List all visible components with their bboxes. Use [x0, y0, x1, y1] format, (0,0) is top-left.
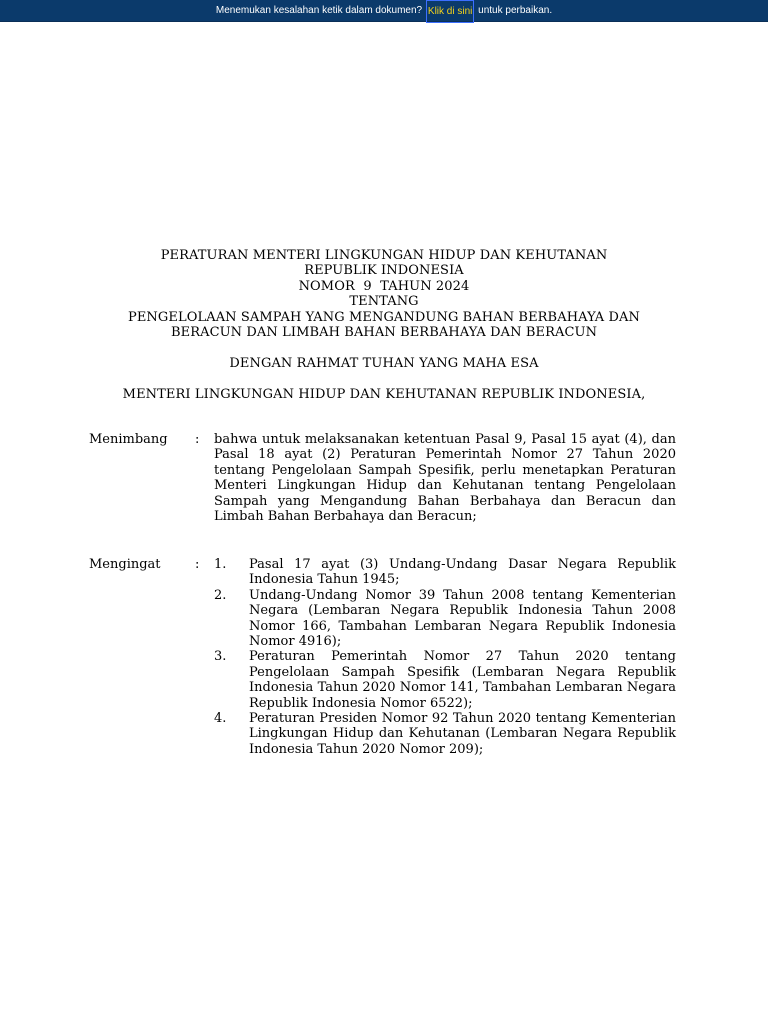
- document-title: [0, 248, 768, 402]
- mengingat-item-text: Peraturan Pemerintah Nomor 27 Tahun 2020 tentang Pengelolaan Sampah Spesifik (Lembaran Negara Republik Indonesia Tahun 2020 Nomor 141, Tambahan Lembaran Negara Republik Indonesia Nomor 6522);: [249, 649, 676, 711]
- mengingat-item-number: 3.: [214, 649, 227, 665]
- menimbang-colon: :: [195, 432, 200, 447]
- mengingat-item-text: Peraturan Presiden Nomor 92 Tahun 2020 tentang Kementerian Lingkungan Hidup dan Kehutanan (Lembaran Negara Republik Indonesia Tahun 2020 Nomor 209);: [249, 711, 676, 757]
- menimbang-label: Menimbang: [89, 432, 168, 447]
- mengingat-item-number: 1.: [214, 557, 227, 572]
- menimbang-text: bahwa untuk melaksanakan ketentuan Pasal 9, Pasal 15 ayat (4), dan Pasal 18 ayat (2) Peraturan Pemerintah Nomor 27 Tahun 2020 tentang Pengelolaan Sampah Spesifik, perlu menetapkan Peraturan Menteri Lingkungan Hidup dan Kehutanan tentang Pengelolaan Sampah yang Mengandung Bahan Berbahaya dan Beracun dan Limbah Bahan Berbahaya dan Beracun;: [214, 432, 676, 525]
- menteri-line: MENTERI LINGKUNGAN HIDUP DAN KEHUTANAN REPUBLIK INDONESIA,: [122, 386, 646, 402]
- mengingat-item-number: 4.: [214, 711, 227, 727]
- rahmat-line: DENGAN RAHMAT TUHAN YANG MAHA ESA: [229, 355, 539, 371]
- mengingat-item: [214, 649, 676, 711]
- typo-report-link[interactable]: [426, 0, 474, 23]
- typo-report-bar: [0, 0, 768, 22]
- mengingat-item: [214, 557, 676, 588]
- mengingat-item: [214, 711, 676, 757]
- typo-report-message: Menemukan kesalahan ketik dalam dokumen?: [215, 5, 425, 16]
- title-line-3: NOMOR 9 TAHUN 2024: [298, 278, 470, 294]
- mengingat-item: [214, 588, 676, 650]
- mengingat-item-text: Undang-Undang Nomor 39 Tahun 2008 tentang Kementerian Negara (Lembaran Negara Republik Indonesia Tahun 2008 Nomor 166, Tambahan Lembaran Negara Republik Indonesia Nomor 4916);: [249, 587, 676, 650]
- title-line-6: BERACUN DAN LIMBAH BAHAN BERBAHAYA DAN BERACUN: [170, 325, 598, 341]
- title-line-1: PERATURAN MENTERI LINGKUNGAN HIDUP DAN KEHUTANAN: [160, 248, 608, 263]
- mengingat-item-text: Pasal 17 ayat (3) Undang-Undang Dasar Negara Republik Indonesia Tahun 1945;: [249, 557, 676, 588]
- typo-report-tail: untuk perbaikan.: [475, 5, 553, 16]
- title-line-4: TENTANG: [349, 294, 419, 310]
- mengingat-label: Mengingat: [89, 557, 161, 572]
- title-line-5: PENGELOLAAN SAMPAH YANG MENGANDUNG BAHAN BERBAHAYA DAN: [128, 309, 640, 325]
- title-line-2: REPUBLIK INDONESIA: [304, 263, 464, 279]
- mengingat-colon: :: [195, 557, 200, 572]
- mengingat-item-number: 2.: [214, 587, 227, 603]
- mengingat-list: [214, 557, 676, 757]
- typo-report-link-text: Klik di sini: [427, 6, 473, 17]
